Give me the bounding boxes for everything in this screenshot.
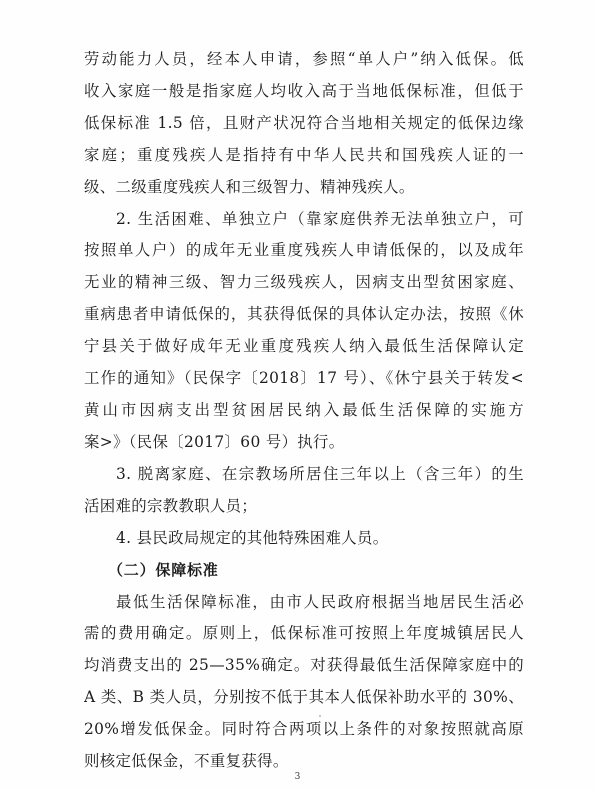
page-number: 3 bbox=[294, 772, 301, 782]
paragraph-line: 则核定低保金，不重复获得。 bbox=[84, 752, 289, 770]
paragraph-line: A 类、B 类人员，分别按不低于其本人低保补助水平的 30%、 bbox=[84, 688, 524, 706]
paragraph-line: 案>》（民保〔2017〕60 号）执行。 bbox=[84, 433, 345, 451]
scan-speck bbox=[319, 715, 321, 717]
paragraph-line: 20%增发低保金。同时符合两项以上条件的对象按照就高原 bbox=[84, 720, 524, 738]
paragraph-line: 需的费用确定。原则上，低保标准可按照上年度城镇居民人 bbox=[84, 624, 524, 642]
paragraph-line: 收入家庭一般是指家庭人均收入高于当地低保标准，但低于 bbox=[84, 82, 524, 100]
paragraph-line: 家庭；重度残疾人是指持有中华人民共和国残疾人证的一 bbox=[84, 146, 524, 164]
paragraph-line: 低保标准 1.5 倍，且财产状况符合当地相关规定的低保边缘 bbox=[84, 114, 524, 132]
paragraph-line: 重病患者申请低保的，其获得低保的具体认定办法，按照《休 bbox=[84, 305, 524, 323]
section-heading: （二）保障标准 bbox=[108, 561, 219, 579]
paragraph-line: 按照单人户）的成年无业重度残疾人申请低保的，以及成年 bbox=[84, 241, 524, 259]
paragraph-line: 宁县关于做好成年无业重度残疾人纳入最低生活保障认定 bbox=[84, 337, 524, 355]
paragraph-line: 3. 脱离家庭、在宗教场所居住三年以上（含三年）的生 bbox=[116, 465, 524, 483]
paragraph-line: 最低生活保障标准，由市人民政府根据当地居民生活必 bbox=[116, 593, 524, 611]
paragraph-line: 劳动能力人员，经本人申请，参照“单人户”纳入低保。低 bbox=[84, 50, 524, 68]
paragraph-line: 级、二级重度残疾人和三级智力、精神残疾人。 bbox=[84, 178, 415, 196]
paragraph-line: 无业的精神三级、智力三级残疾人，因病支出型贫困家庭、 bbox=[84, 273, 524, 291]
paragraph-line: 均消费支出的 25—35%确定。对获得最低生活保障家庭中的 bbox=[84, 656, 524, 674]
paragraph-line: 黄山市因病支出型贫困居民纳入最低生活保障的实施方 bbox=[84, 401, 524, 419]
paragraph-line: 工作的通知》（民保字〔2018〕17 号）、《休宁县关于转发< bbox=[84, 369, 524, 387]
paragraph-line: 4. 县民政局规定的其他特殊困难人员。 bbox=[116, 529, 389, 547]
paragraph-line: 2. 生活困难、单独立户（靠家庭供养无法单独立户，可 bbox=[116, 210, 524, 228]
paragraph-line: 活困难的宗教教职人员； bbox=[84, 497, 258, 515]
